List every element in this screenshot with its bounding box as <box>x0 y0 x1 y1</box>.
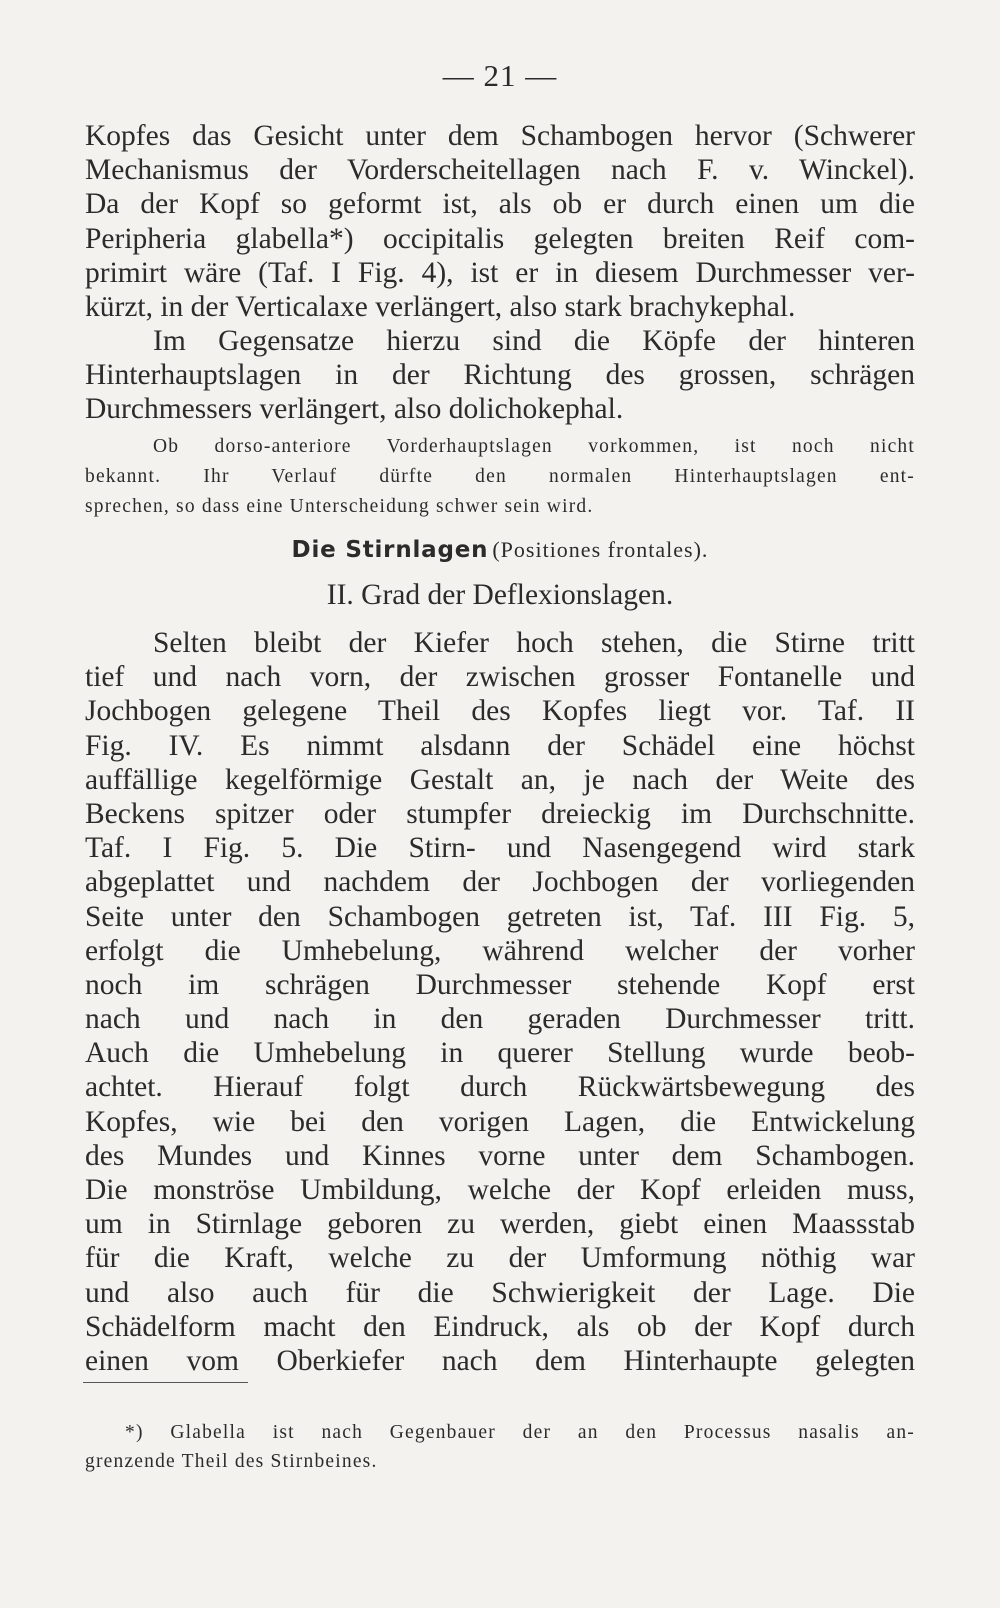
section-heading-latin: (Positiones frontales). <box>492 537 709 562</box>
text-line: Beckens spitzer oder stumpfer dreieckig im Durchschnitte. <box>85 797 915 830</box>
text-line: einen vom Oberkiefer nach dem Hinterhaupte gelegten <box>85 1344 915 1377</box>
text-line: für die Kraft, welche zu der Umformung nöthig war <box>85 1242 915 1275</box>
text-line: des Mundes und Kinnes vorne unter dem Schambogen. <box>85 1139 915 1172</box>
text-line: Taf. I Fig. 5. Die Stirn- und Nasengegend wird stark <box>85 832 915 865</box>
text-line: tief und nach vorn, der zwischen grosser Fontanelle und <box>85 661 915 694</box>
footnote-line: *) Glabella ist nach Gegenbauer der an den Processus nasalis an- <box>125 1422 915 1443</box>
small-print-paragraph <box>85 432 915 522</box>
text-line: Fig. IV. Es nimmt alsdann der Schädel eine höchst <box>85 729 915 762</box>
text-line: Mechanismus der Vorderscheitellagen nach F. v. Winckel). <box>85 154 915 187</box>
paragraph-2 <box>85 324 915 427</box>
paragraph-3 <box>85 626 915 1378</box>
text-line: Auch die Umhebelung in querer Stellung wurde beob- <box>85 1037 915 1070</box>
footnote-line: grenzende Theil des Stirnbeines. <box>85 1451 378 1472</box>
text-line: Die monströse Umbildung, welche der Kopf erleiden muss, <box>85 1174 915 1206</box>
text-line: Peripheria glabella*) occipitalis gelegten breiten Reif com- <box>85 222 915 255</box>
text-line: und also auch für die Schwierigkeit der Lage. Die <box>85 1276 915 1309</box>
section-heading-title: Die Stirnlagen <box>291 537 489 563</box>
text-line: Seite unter den Schambogen getreten ist, Taf. III Fig. 5, <box>85 900 915 933</box>
text-line: Schädelform macht den Eindruck, als ob der Kopf durch <box>85 1310 915 1343</box>
footnote-divider <box>83 1382 248 1383</box>
text-line: Im Gegensatze hierzu sind die Köpfe der hinteren <box>153 325 915 357</box>
text-line: bekannt. Ihr Verlauf dürfte den normalen Hinterhauptslagen ent- <box>85 466 915 487</box>
text-line: nach und nach in den geraden Durchmesser tritt. <box>85 1003 915 1036</box>
text-line: noch im schrägen Durchmesser stehende Kopf erst <box>85 968 915 1001</box>
text-line: Ob dorso-anteriore Vorderhauptslagen vorkommen, ist noch nicht <box>153 436 915 457</box>
text-line: Jochbogen gelegene Theil des Kopfes liegt vor. Taf. II <box>85 695 915 728</box>
footnote <box>85 1418 915 1476</box>
page-number: — 21 — <box>442 58 558 93</box>
text-line: primirt wäre (Taf. I Fig. 4), ist er in diesem Durchmesser ver- <box>85 256 915 289</box>
subsection-heading: II. Grad der Deflexionslagen. <box>326 579 674 611</box>
text-line: Kopfes, wie bei den vorigen Lagen, die Entwickelung <box>85 1105 915 1138</box>
text-line: Da der Kopf so geformt ist, als ob er durch einen um die <box>85 188 915 221</box>
text-line: Selten bleibt der Kiefer hoch stehen, die Stirne tritt <box>153 627 915 659</box>
text-line: sprechen, so dass eine Unterscheidung schwer sein wird. <box>85 496 594 517</box>
text-line: kürzt, in der Verticalaxe verlängert, also stark brachykephal. <box>85 290 796 323</box>
text-line: Hinterhauptslagen in der Richtung des grossen, schrägen <box>85 359 915 392</box>
text-line: abgeplattet und nachdem der Jochbogen der vorliegenden <box>85 866 915 899</box>
text-line: Kopfes das Gesicht unter dem Schambogen hervor (Schwerer <box>85 120 915 152</box>
text-line: um in Stirnlage geboren zu werden, giebt einen Maassstab <box>85 1208 915 1241</box>
text-line: achtet. Hierauf folgt durch Rückwärtsbewegung des <box>85 1071 915 1104</box>
text-line: Durchmessers verlängert, also dolichokephal. <box>85 393 624 426</box>
text-line: erfolgt die Umhebelung, während welcher der vorher <box>85 934 915 967</box>
section-heading <box>0 533 1000 570</box>
paragraph-1 <box>85 119 915 324</box>
text-line: auffällige kegelförmige Gestalt an, je nach der Weite des <box>85 763 915 796</box>
